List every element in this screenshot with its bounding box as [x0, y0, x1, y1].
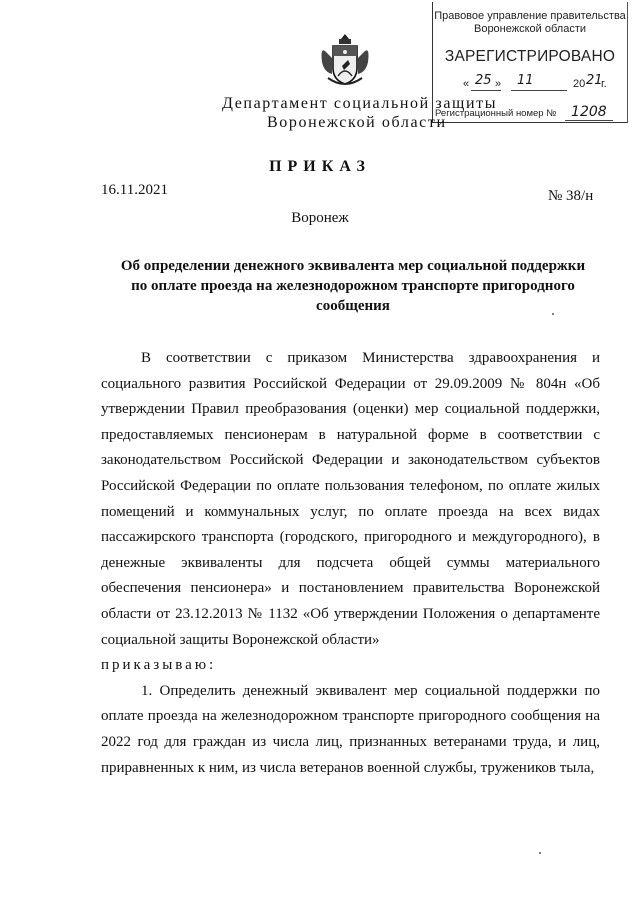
voronezh-coat-of-arms-emblem	[318, 32, 372, 92]
document-date: 16.11.2021	[101, 182, 168, 198]
item-1-paragraph: 1. Определить денежный эквивалент мер социальной поддержки по оплате проезда на железнодорожном транспорте пригородного сообщения на 2022 год для граждан из числа лиц, признанных ветеранами труда, и лиц, приравненных к ним, из числа ветеранов военной службы, тружеников тыла,	[101, 682, 600, 776]
stamp-organization	[433, 10, 627, 36]
document-number: № 38/н	[548, 188, 594, 204]
order-word: приказываю:	[101, 657, 217, 674]
document-city: Воронеж	[291, 210, 349, 226]
preamble-paragraph: В соответствии с приказом Министерства здравоохранения и социального развития Российской Федерации от 29.09.2009 № 804н «Об утверждении Правил преобразования (оценки) мер социальной поддержки, предоставляемых пенсионерам в натуральной форме в соответствии с законодательством Российской Федерации и законодательством субъектов Российской Федерации по оплате пользования телефоном, по оплате жилых помещений и коммунальных услуг, по оплате проезда на всех видах пассажирского транспорта (городского, пригородного и междугородного), в денежные эквиваленты для подсчета общей суммы материального обеспечения пенсионера» и постановлением правительства Воронежской области от 23.12.2013 № 1132 «Об утверждении Положения о департаменте социальной защиты Воронежской области»	[101, 350, 600, 648]
department-name-line2: Воронежской области	[267, 114, 447, 131]
stamp-year-prefix: 20	[573, 78, 586, 90]
stamp-registered-label: ЗАРЕГИСТРИРОВАНО	[444, 48, 616, 65]
stamp-reg-number-handwritten: 1208	[565, 104, 613, 121]
stamp-reg-label: Регистрационный номер №	[435, 108, 557, 119]
stamp-date-close-quote: »	[495, 78, 502, 90]
stamp-day-handwritten: 25	[475, 73, 492, 88]
department-name-line1: Департамент социальной защиты	[222, 95, 498, 112]
stamp-date-open-quote: «	[463, 78, 470, 90]
stamp-year-suffix: г.	[601, 78, 607, 90]
stamp-month-handwritten: 11	[517, 73, 534, 88]
document-type-title: ПРИКАЗ	[269, 158, 371, 175]
document-body	[101, 346, 600, 781]
stamp-org-line2: Воронежской области	[473, 23, 586, 35]
stamp-date-row	[441, 73, 621, 94]
stamp-org-line1: Правовое управление правительства	[434, 10, 626, 22]
document-subject: Об определении денежного эквивалента мер социальной поддержки по оплате проезда на железнодорожном транспорте пригородного сообщения	[120, 258, 586, 314]
stamp-year-handwritten: 21	[586, 73, 603, 88]
